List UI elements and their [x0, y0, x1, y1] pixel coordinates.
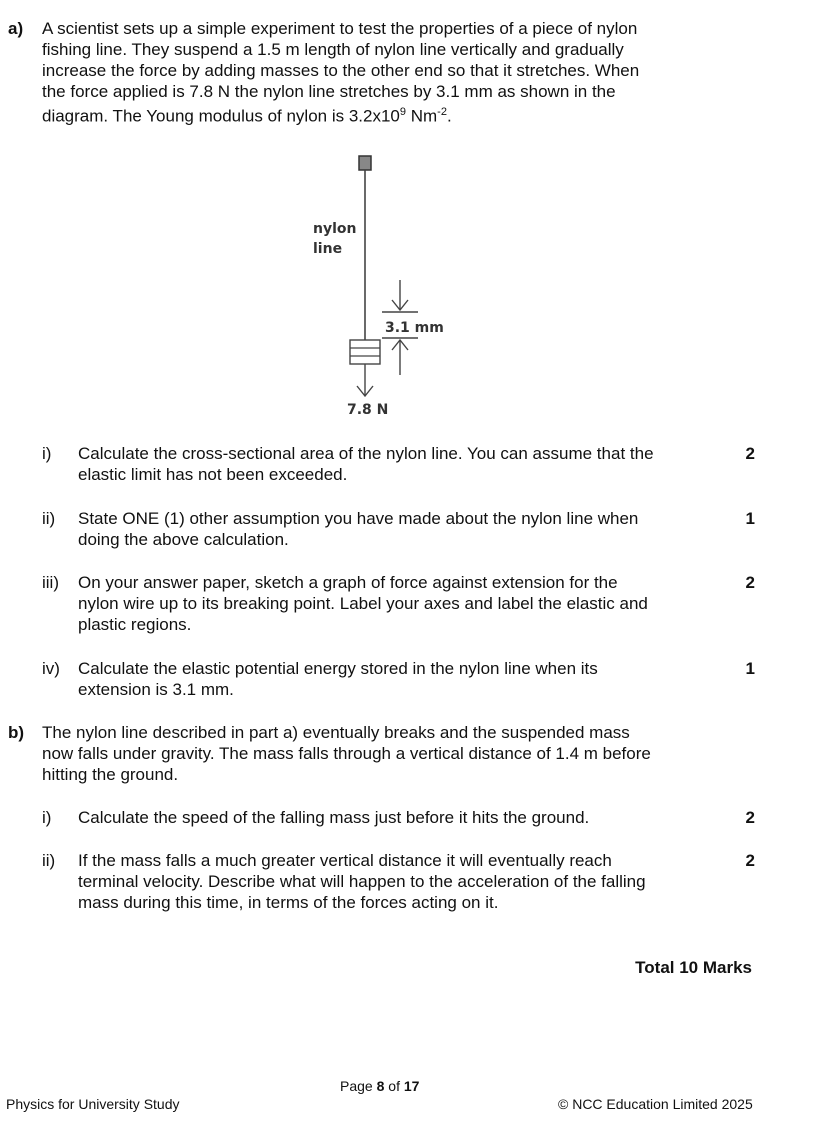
question-marks: 1	[745, 509, 755, 528]
part-a-intro-line: A scientist sets up a simple experiment to test the properties of a piece of nylon	[42, 19, 638, 38]
question-text: Calculate the cross-sectional area of the nylon line. You can assume that the elastic limit has not been exceeded.	[78, 444, 654, 484]
question-text: If the mass falls a much greater vertical distance it will eventually reach terminal velocity. Describe what will happen to the acceleration of the falling mass during this time, in terms of the forces acting on it.	[78, 851, 646, 912]
question-marks: 2	[745, 444, 755, 463]
total-marks: Total 10 Marks	[635, 958, 752, 977]
line-label: line	[313, 241, 343, 257]
page-number: Page 8 of 17	[340, 1078, 420, 1094]
part-b-intro-line: now falls under gravity. The mass falls through a vertical distance of 1.4 m before	[42, 744, 651, 763]
part-a-intro-line: diagram. The Young modulus of nylon is $3.2x10^9$ $Nm^{-2}$.	[42, 106, 452, 126]
question-number: i)	[42, 808, 52, 827]
nylon-line-diagram	[290, 140, 490, 430]
copyright: © NCC Education Limited 2025	[558, 1096, 753, 1112]
force-label: 7.8 N	[347, 402, 389, 418]
question-number: iii)	[42, 573, 59, 592]
question-text: State ONE (1) other assumption you have made about the nylon line when doing the above calculation.	[78, 509, 639, 549]
course-name: Physics for University Study	[6, 1096, 180, 1112]
question-number: ii)	[42, 851, 56, 870]
question-marks: 1	[745, 659, 755, 678]
support-block	[359, 156, 371, 170]
question-number: i)	[42, 444, 52, 463]
part-a-intro-line: the force applied is 7.8 N the nylon line stretches by 3.1 mm as shown in the	[42, 82, 616, 101]
question-marks: 2	[745, 851, 755, 870]
part-a-intro-line: increase the force by adding masses to the other end so that it stretches. When	[42, 61, 640, 80]
part-a-label: a)	[8, 19, 24, 38]
question-text: Calculate the speed of the falling mass just before it hits the ground.	[78, 808, 590, 827]
question-marks: 2	[745, 573, 755, 592]
nylon-label: nylon	[313, 221, 357, 237]
part-a-intro	[42, 18, 639, 127]
part-b-label: b)	[8, 723, 25, 742]
part-a-intro-line: fishing line. They suspend a 1.5 m length of nylon line vertically and gradually	[42, 40, 624, 59]
question-marks: 2	[745, 808, 755, 827]
question-text: On your answer paper, sketch a graph of force against extension for the nylon wire up to its breaking point. Label your axes and label the elastic and plastic regions.	[78, 573, 648, 634]
part-b-intro	[42, 722, 651, 785]
part-b-intro-line: The nylon line described in part a) eventually breaks and the suspended mass	[42, 723, 630, 742]
question-number: ii)	[42, 509, 56, 528]
mass-stack	[350, 340, 380, 364]
extension-label: 3.1 mm	[385, 320, 444, 336]
question-text: Calculate the elastic potential energy stored in the nylon line when its extension is 3.1 mm.	[78, 659, 598, 699]
question-number: iv)	[42, 659, 60, 678]
part-b-intro-line: hitting the ground.	[42, 765, 179, 784]
